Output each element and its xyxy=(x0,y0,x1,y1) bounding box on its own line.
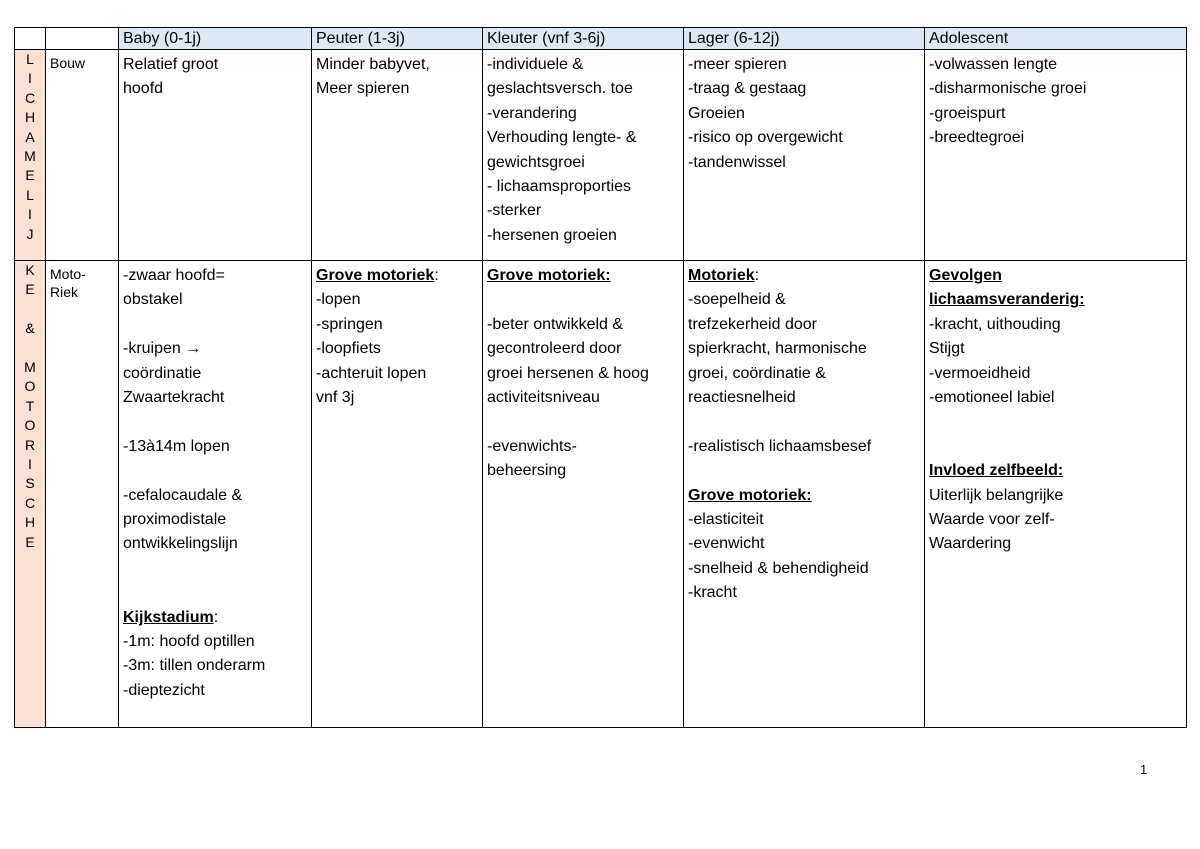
cell-motoriek-peuter: Grove motoriek: -lopen -springen -loopfiets -achteruit lopen vnf 3j xyxy=(312,261,483,728)
heading-grove-motoriek-lager: Grove motoriek: xyxy=(688,486,812,504)
header-empty-2 xyxy=(46,28,119,50)
header-peuter: Peuter (1-3j) xyxy=(312,28,483,50)
header-row xyxy=(15,28,1187,50)
heading-invloed-zelfbeeld: Invloed zelfbeeld: xyxy=(929,462,1064,480)
category-motoriek: Moto- Riek xyxy=(46,261,119,728)
header-kleuter: Kleuter (vnf 3-6j) xyxy=(483,28,684,50)
cell-bouw-adolescent: -volwassen lengte -disharmonische groei -groeispurt -breedtegroei xyxy=(925,50,1187,261)
heading-gevolgen: Gevolgen xyxy=(929,267,1002,284)
row-motoriek xyxy=(15,261,1187,728)
cell-bouw-baby: Relatief groot hoofd xyxy=(119,50,312,261)
heading-motoriek-lager: Motoriek xyxy=(688,267,755,284)
heading-grove-motoriek-peuter: Grove motoriek xyxy=(316,267,435,284)
row-bouw xyxy=(15,50,1187,261)
cell-motoriek-baby: -zwaar hoofd= obstakel -kruipen → coördinatie Zwaartekracht -13à14m lopen -cefalocaudale & proximodistale ontwikkelingslijn Kijkstadium: -1m: hoofd optillen -3m: tillen onderarm -dieptezicht xyxy=(119,261,312,728)
heading-grove-motoriek-kleuter: Grove motoriek: xyxy=(487,267,611,284)
cell-bouw-peuter: Minder babyvet, Meer spieren xyxy=(312,50,483,261)
cell-motoriek-kleuter: Grove motoriek: -beter ontwikkeld & gecontroleerd door groei hersenen & hoog activiteitsniveau -evenwichts- beheersing xyxy=(483,261,684,728)
header-lager: Lager (6-12j) xyxy=(684,28,925,50)
cell-motoriek-lager: Motoriek: -soepelheid & trefzekerheid door spierkracht, harmonische groei, coördinatie & reactiesnelheid -realistisch lichaamsbesef Grove motoriek: -elasticiteit -evenwicht -snelheid & behendigheid -kracht xyxy=(684,261,925,728)
header-adolescent: Adolescent xyxy=(925,28,1187,50)
side-label-lichamelijk: L I C H A M E L I J xyxy=(15,50,46,261)
development-table xyxy=(14,27,1187,728)
page-number: 1 xyxy=(1140,762,1148,777)
cell-bouw-lager: -meer spieren -traag & gestaag Groeien -risico op overgewicht -tandenwissel xyxy=(684,50,925,261)
heading-kijkstadium: Kijkstadium xyxy=(123,608,214,626)
category-bouw: Bouw xyxy=(46,50,119,261)
cell-bouw-kleuter: -individuele & geslachtsversch. toe -verandering Verhouding lengte- & gewichtsgroei - lichaamsproporties -sterker -hersenen groeien xyxy=(483,50,684,261)
heading-lichaamsveranderig: lichaamsveranderig: xyxy=(929,291,1085,309)
header-baby: Baby (0-1j) xyxy=(119,28,312,50)
cell-motoriek-adolescent: Gevolgen lichaamsveranderig: -kracht, uithouding Stijgt -vermoeidheid -emotioneel labiel Invloed zelfbeeld: Uiterlijk belangrijke Waarde voor zelf- Waardering xyxy=(925,261,1187,728)
header-empty-1 xyxy=(15,28,46,50)
side-label-ke-motorische: K E & M O T O R I S C H E xyxy=(15,261,46,728)
